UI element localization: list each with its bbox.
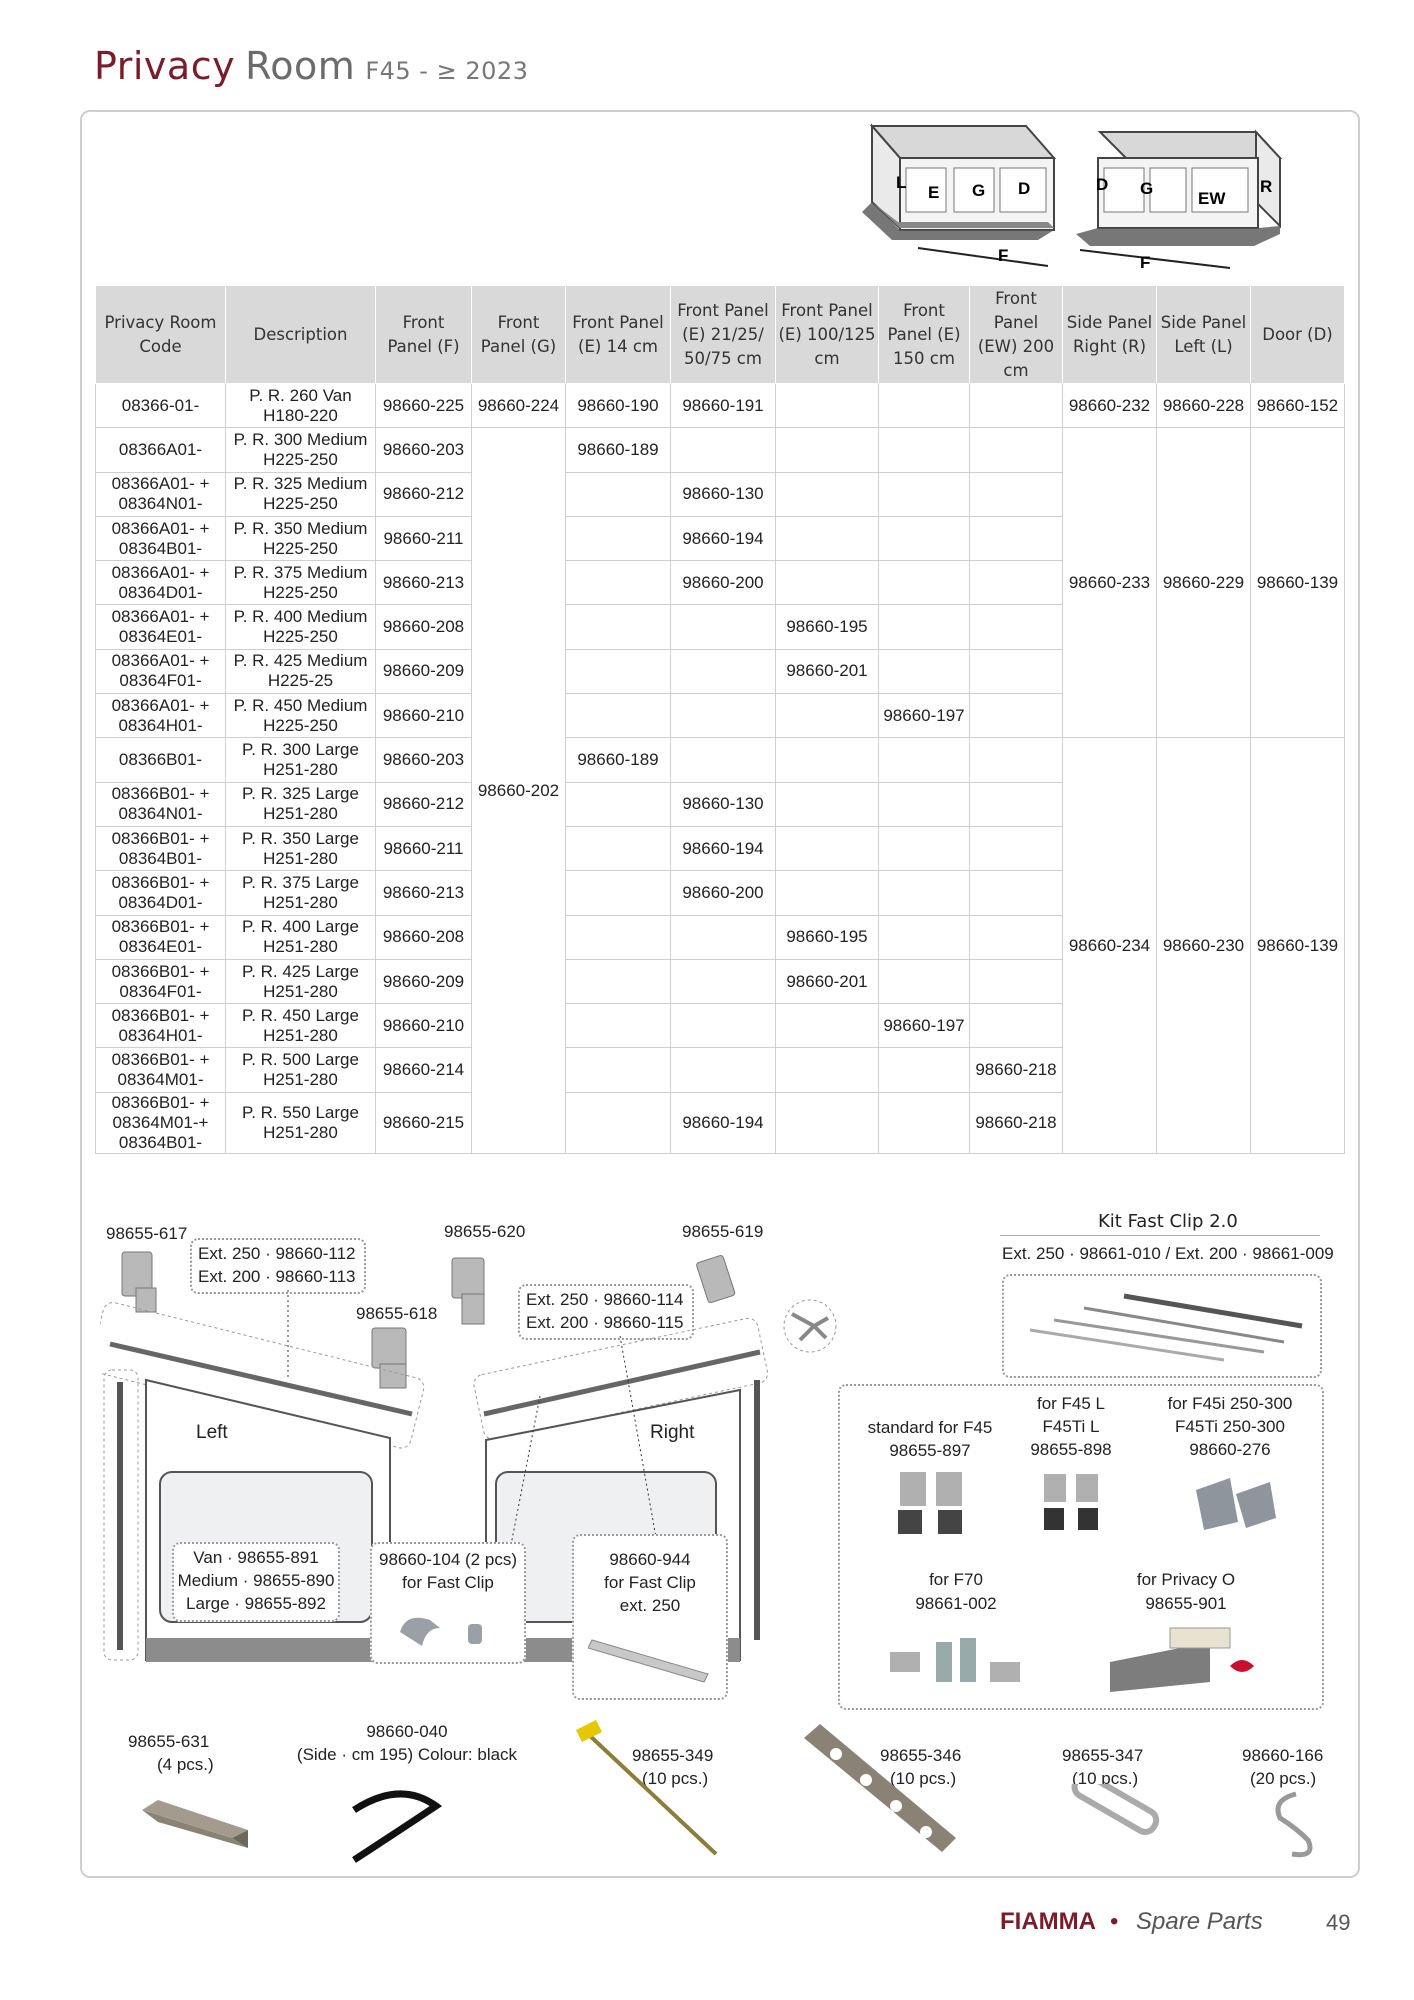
cell-code: 08366-01- xyxy=(96,384,226,428)
part-98655-618: 98655-618 xyxy=(356,1304,438,1323)
cell-front-f: 98660-211 xyxy=(376,826,472,870)
cell-front-ew xyxy=(970,428,1063,472)
footer-bullet: • xyxy=(1110,1908,1119,1935)
cell-front-e21 xyxy=(671,649,776,693)
cell-front-e14: 98660-189 xyxy=(566,738,671,782)
cell-front-e150 xyxy=(879,826,970,870)
ext-right-250: Ext. 250 · 98660-114 xyxy=(526,1290,684,1309)
fast-clip-rail-code: 98660-944 xyxy=(609,1550,691,1569)
cell-front-e150 xyxy=(879,1092,970,1153)
awning-diagram-left xyxy=(858,118,1068,268)
awning-l-D: D xyxy=(1018,179,1031,198)
part-98655-620: 98655-620 xyxy=(444,1222,526,1241)
cell-front-f: 98660-211 xyxy=(376,516,472,560)
pliers-icon xyxy=(770,1296,850,1356)
cell-front-e150 xyxy=(879,871,970,915)
f45i-code: 98660-276 xyxy=(1189,1440,1271,1459)
cell-front-ew: 98660-218 xyxy=(970,1048,1063,1092)
cell-front-e14: 98660-190 xyxy=(566,384,671,428)
zipper-icon xyxy=(340,1780,450,1870)
part-98660-166-qty: (20 pcs.) xyxy=(1250,1769,1317,1788)
part-98655-617: 98655-617 xyxy=(106,1224,188,1243)
fast-clip-for: for Fast Clip xyxy=(402,1573,494,1592)
cell-front-ew xyxy=(970,384,1063,428)
cell-code: 08366B01- + 08364M01- xyxy=(96,1048,226,1092)
awning-r-G: G xyxy=(1140,179,1154,198)
awning-l-F: F xyxy=(998,246,1009,265)
awning-l-E: E xyxy=(928,183,940,202)
cell-front-f: 98660-214 xyxy=(376,1048,472,1092)
cell-front-e14 xyxy=(566,1004,671,1048)
cell-front-e21: 98660-130 xyxy=(671,782,776,826)
cell-front-f: 98660-213 xyxy=(376,561,472,605)
cell-code: 08366A01- + 08364F01- xyxy=(96,649,226,693)
cell-front-e100: 98660-195 xyxy=(776,915,879,959)
fast-clip-code: 98660-104 (2 pcs) xyxy=(379,1550,517,1569)
cell-front-e100: 98660-195 xyxy=(776,605,879,649)
for-f70-code: 98661-002 xyxy=(915,1594,997,1613)
part-98655-631-qty: (4 pcs.) xyxy=(157,1755,214,1774)
f45l-code: 98655-898 xyxy=(1030,1440,1112,1459)
col-description: Description xyxy=(226,286,376,384)
cell-front-e14 xyxy=(566,472,671,516)
page-number: 49 xyxy=(1326,1910,1351,1935)
cell-front-e14 xyxy=(566,871,671,915)
rubber-strip-icon xyxy=(138,1790,258,1860)
cell-front-ew xyxy=(970,694,1063,738)
cell-front-e150 xyxy=(879,649,970,693)
tension-strap-icon xyxy=(796,1714,966,1864)
cell-front-e14: 98660-189 xyxy=(566,428,671,472)
cell-front-e14 xyxy=(566,1048,671,1092)
strap-ring-icon xyxy=(1064,1784,1164,1854)
fast-clip-rail-ext: ext. 250 xyxy=(619,1596,681,1615)
cell-description: P. R. 350 Large H251-280 xyxy=(226,826,376,870)
cell-front-e100 xyxy=(776,384,879,428)
cell-description: P. R. 425 Large H251-280 xyxy=(226,959,376,1003)
cell-front-f: 98660-209 xyxy=(376,959,472,1003)
cell-description: P. R. 300 Large H251-280 xyxy=(226,738,376,782)
cell-code: 08366A01- + 08364H01- xyxy=(96,694,226,738)
cell-front-e14 xyxy=(566,959,671,1003)
cell-front-f: 98660-210 xyxy=(376,1004,472,1048)
cell-front-e21: 98660-194 xyxy=(671,1092,776,1153)
brackets-box xyxy=(838,1384,1324,1710)
fast-clip-rail-box xyxy=(572,1534,728,1700)
col-side-left: Side Panel Left (L) xyxy=(1157,286,1251,384)
ext-left-250: Ext. 250 · 98660-112 xyxy=(198,1244,356,1263)
cell-front-e150 xyxy=(879,561,970,605)
clamp-617-icon xyxy=(122,1252,156,1312)
cell-front-e100 xyxy=(776,1004,879,1048)
cell-front-e150 xyxy=(879,915,970,959)
cell-front-f: 98660-209 xyxy=(376,649,472,693)
poles-van: Van · 98655-891 xyxy=(193,1548,319,1567)
part-98655-347-qty: (10 pcs.) xyxy=(1072,1769,1139,1788)
bracket-f45i-icon xyxy=(1190,1470,1290,1540)
cell-front-e150 xyxy=(879,472,970,516)
cell-side-left-large: 98660-230 xyxy=(1157,738,1251,1153)
cell-description: P. R. 425 Medium H225-25 xyxy=(226,649,376,693)
for-privacy-o-code: 98655-901 xyxy=(1145,1594,1227,1613)
kit-fast-clip-title: Kit Fast Clip 2.0 xyxy=(1098,1211,1238,1232)
cell-code: 08366B01- + 08364B01- xyxy=(96,826,226,870)
cell-door-large: 98660-139 xyxy=(1251,738,1345,1153)
cell-front-e100 xyxy=(776,694,879,738)
fast-clip-icon xyxy=(396,1606,506,1656)
awning-diagram-right xyxy=(1070,122,1290,272)
cell-front-ew xyxy=(970,561,1063,605)
cell-front-ew xyxy=(970,959,1063,1003)
table-row xyxy=(96,428,1345,472)
awning-l-G: G xyxy=(972,181,986,200)
cell-front-f: 98660-203 xyxy=(376,738,472,782)
f45i-1: for F45i 250-300 xyxy=(1167,1394,1293,1413)
cell-front-f: 98660-215 xyxy=(376,1092,472,1153)
rail-icon xyxy=(588,1626,714,1686)
clamp-620-icon xyxy=(452,1258,484,1324)
std-f45-code: 98655-897 xyxy=(889,1441,971,1460)
for-privacy-o: for Privacy O xyxy=(1136,1570,1236,1589)
cell-front-f: 98660-213 xyxy=(376,871,472,915)
cell-front-e14 xyxy=(566,694,671,738)
cell-code: 08366A01- xyxy=(96,428,226,472)
cell-front-e100 xyxy=(776,1092,879,1153)
part-98655-346-qty: (10 pcs.) xyxy=(890,1769,957,1788)
table-header-row xyxy=(96,286,1345,384)
cell-front-ew xyxy=(970,472,1063,516)
cell-front-e100 xyxy=(776,871,879,915)
poles-large: Large · 98655-892 xyxy=(186,1594,326,1613)
cell-side-left-medium: 98660-229 xyxy=(1157,428,1251,738)
footer-brand: FIAMMA xyxy=(1000,1908,1096,1935)
awning-r-F: F xyxy=(1140,253,1151,272)
cell-front-e150 xyxy=(879,959,970,1003)
title-privacy: Privacy xyxy=(94,44,236,88)
cell-front-e14 xyxy=(566,782,671,826)
cell-front-e21: 98660-191 xyxy=(671,384,776,428)
cell-door: 98660-152 xyxy=(1251,384,1345,428)
cell-front-e21 xyxy=(671,959,776,1003)
col-front-g: Front Panel (G) xyxy=(472,286,566,384)
kit-fast-clip-codes: Ext. 250 · 98661-010 / Ext. 200 · 98661-009 xyxy=(1002,1244,1334,1263)
f45l-2: F45Ti L xyxy=(1042,1417,1100,1436)
cell-front-e21: 98660-200 xyxy=(671,561,776,605)
cell-front-f: 98660-212 xyxy=(376,472,472,516)
clamp-618-icon xyxy=(372,1328,406,1388)
part-98660-166: 98660-166 xyxy=(1242,1746,1324,1765)
bracket-std-icon xyxy=(890,1466,990,1546)
cell-code: 08366B01- + 08364N01- xyxy=(96,782,226,826)
footer-section: Spare Parts xyxy=(1136,1908,1263,1935)
cell-front-e21 xyxy=(671,1004,776,1048)
cell-front-e150 xyxy=(879,428,970,472)
f45l-1: for F45 L xyxy=(1036,1394,1106,1413)
cell-side-left: 98660-228 xyxy=(1157,384,1251,428)
cell-front-ew xyxy=(970,782,1063,826)
ext-left-200: Ext. 200 · 98660-113 xyxy=(198,1267,356,1286)
cell-front-f: 98660-208 xyxy=(376,915,472,959)
col-front-f: Front Panel (F) xyxy=(376,286,472,384)
std-f45: standard for F45 xyxy=(867,1418,993,1437)
col-front-e14: Front Panel (E) 14 cm xyxy=(566,286,671,384)
cell-front-f: 98660-210 xyxy=(376,694,472,738)
cell-front-e21: 98660-130 xyxy=(671,472,776,516)
cell-side-right-large: 98660-234 xyxy=(1063,738,1157,1153)
cell-description: P. R. 400 Large H251-280 xyxy=(226,915,376,959)
cell-front-e21 xyxy=(671,605,776,649)
cell-front-e21: 98660-194 xyxy=(671,516,776,560)
poles-medium: Medium · 98655-890 xyxy=(177,1571,335,1590)
cell-front-e150 xyxy=(879,516,970,560)
cell-front-e14 xyxy=(566,1092,671,1153)
cell-front-ew xyxy=(970,871,1063,915)
page-title xyxy=(94,44,528,88)
cell-code: 08366A01- + 08364D01- xyxy=(96,561,226,605)
cell-front-e100 xyxy=(776,1048,879,1092)
fast-clip-box xyxy=(370,1542,526,1664)
for-f70: for F70 xyxy=(929,1570,983,1589)
s-hook-icon xyxy=(1256,1784,1336,1864)
part-98655-347: 98655-347 xyxy=(1062,1746,1144,1765)
cell-front-ew xyxy=(970,738,1063,782)
cell-front-e100 xyxy=(776,561,879,605)
cell-side-right-medium: 98660-233 xyxy=(1063,428,1157,738)
cell-front-f: 98660-225 xyxy=(376,384,472,428)
cell-front-e21 xyxy=(671,738,776,782)
cell-description: P. R. 375 Medium H225-250 xyxy=(226,561,376,605)
cell-front-e100: 98660-201 xyxy=(776,959,879,1003)
cell-front-e21: 98660-200 xyxy=(671,871,776,915)
cell-description: P. R. 350 Medium H225-250 xyxy=(226,516,376,560)
cell-description: P. R. 450 Large H251-280 xyxy=(226,1004,376,1048)
cell-code: 08366B01- + 08364E01- xyxy=(96,915,226,959)
cell-front-f: 98660-212 xyxy=(376,782,472,826)
cell-front-e21 xyxy=(671,428,776,472)
cell-front-e21 xyxy=(671,1048,776,1092)
cell-code: 08366B01- + 08364H01- xyxy=(96,1004,226,1048)
cell-front-ew xyxy=(970,1004,1063,1048)
part-98660-040-desc: (Side · cm 195) Colour: black xyxy=(296,1745,518,1764)
cell-front-e150 xyxy=(879,1048,970,1092)
col-code: Privacy Room Code xyxy=(96,286,226,384)
right-panel-label: Right xyxy=(650,1422,695,1443)
cell-front-e150 xyxy=(879,384,970,428)
awning-r-R: R xyxy=(1260,177,1273,196)
cell-description: P. R. 260 Van H180-220 xyxy=(226,384,376,428)
cell-code: 08366B01- + 08364M01-+ 08364B01- xyxy=(96,1092,226,1153)
f45i-2: F45Ti 250-300 xyxy=(1175,1417,1285,1436)
awning-l-L: L xyxy=(896,173,907,192)
cell-front-e21 xyxy=(671,915,776,959)
cell-description: P. R. 500 Large H251-280 xyxy=(226,1048,376,1092)
cell-front-e100 xyxy=(776,738,879,782)
col-side-right: Side Panel Right (R) xyxy=(1063,286,1157,384)
cell-front-ew: 98660-218 xyxy=(970,1092,1063,1153)
col-front-e21: Front Panel (E) 21/25/ 50/75 cm xyxy=(671,286,776,384)
left-panel-label: Left xyxy=(196,1422,228,1443)
cell-description: P. R. 550 Large H251-280 xyxy=(226,1092,376,1153)
cell-front-ew xyxy=(970,915,1063,959)
cell-front-e150 xyxy=(879,782,970,826)
cell-front-e14 xyxy=(566,649,671,693)
cell-front-ew xyxy=(970,516,1063,560)
cell-front-e100 xyxy=(776,472,879,516)
part-98655-619: 98655-619 xyxy=(682,1222,764,1241)
kit-divider xyxy=(1000,1235,1320,1236)
cell-description: P. R. 300 Medium H225-250 xyxy=(226,428,376,472)
cell-front-f: 98660-208 xyxy=(376,605,472,649)
cell-front-f: 98660-203 xyxy=(376,428,472,472)
kit-fast-clip-box xyxy=(1002,1274,1322,1378)
cell-front-e14 xyxy=(566,826,671,870)
cell-front-e100 xyxy=(776,826,879,870)
table-row xyxy=(96,738,1345,782)
peg-icon xyxy=(566,1714,726,1864)
cell-front-e14 xyxy=(566,605,671,649)
cell-code: 08366B01- xyxy=(96,738,226,782)
cell-front-e150: 98660-197 xyxy=(879,1004,970,1048)
col-front-e100: Front Panel (E) 100/125 cm xyxy=(776,286,879,384)
cell-front-e150: 98660-197 xyxy=(879,694,970,738)
part-98655-349-qty: (10 pcs.) xyxy=(642,1769,709,1788)
clamp-619-icon xyxy=(696,1255,736,1304)
cell-door-medium: 98660-139 xyxy=(1251,428,1345,738)
bracket-f70-icon xyxy=(880,1622,1050,1702)
part-98655-631: 98655-631 xyxy=(128,1732,210,1751)
cell-front-g-merged: 98660-202 xyxy=(472,428,566,1153)
cell-description: P. R. 400 Medium H225-250 xyxy=(226,605,376,649)
part-98660-040: 98660-040 xyxy=(366,1722,448,1741)
cell-front-e150 xyxy=(879,738,970,782)
cell-front-e100 xyxy=(776,782,879,826)
cell-code: 08366B01- + 08364F01- xyxy=(96,959,226,1003)
title-model: F45 - ≥ 2023 xyxy=(365,57,529,85)
cell-description: P. R. 325 Large H251-280 xyxy=(226,782,376,826)
cell-front-ew xyxy=(970,605,1063,649)
table-row xyxy=(96,384,1345,428)
cell-front-g: 98660-224 xyxy=(472,384,566,428)
cell-code: 08366A01- + 08364E01- xyxy=(96,605,226,649)
cell-front-e14 xyxy=(566,915,671,959)
cell-front-ew xyxy=(970,649,1063,693)
title-room: Room xyxy=(245,44,356,88)
poles-box xyxy=(172,1542,340,1622)
cell-code: 08366B01- + 08364D01- xyxy=(96,871,226,915)
kit-rails-icon xyxy=(1024,1286,1304,1366)
cell-front-ew xyxy=(970,826,1063,870)
cell-front-e100: 98660-201 xyxy=(776,649,879,693)
parts-table xyxy=(95,285,1345,1154)
cell-description: P. R. 325 Medium H225-250 xyxy=(226,472,376,516)
table-body xyxy=(96,384,1345,1154)
cell-description: P. R. 375 Large H251-280 xyxy=(226,871,376,915)
fast-clip-rail-for: for Fast Clip xyxy=(604,1573,696,1592)
cell-side-right: 98660-232 xyxy=(1063,384,1157,428)
ext-right-200: Ext. 200 · 98660-115 xyxy=(526,1313,684,1332)
cell-description: P. R. 450 Medium H225-250 xyxy=(226,694,376,738)
cell-front-e100 xyxy=(776,516,879,560)
bracket-privacy-o-icon xyxy=(1100,1622,1300,1702)
awning-r-D: D xyxy=(1096,175,1109,194)
cell-code: 08366A01- + 08364B01- xyxy=(96,516,226,560)
part-98655-346: 98655-346 xyxy=(880,1746,962,1765)
bracket-f45l-icon xyxy=(1036,1470,1116,1540)
col-door: Door (D) xyxy=(1251,286,1345,384)
cell-front-e100 xyxy=(776,428,879,472)
cell-code: 08366A01- + 08364N01- xyxy=(96,472,226,516)
cell-front-e14 xyxy=(566,561,671,605)
col-front-e150: Front Panel (E) 150 cm xyxy=(879,286,970,384)
cell-front-e14 xyxy=(566,516,671,560)
cell-front-e21: 98660-194 xyxy=(671,826,776,870)
part-98655-349: 98655-349 xyxy=(632,1746,714,1765)
cell-front-e21 xyxy=(671,694,776,738)
col-front-ew: Front Panel (EW) 200 cm xyxy=(970,286,1063,384)
cell-front-e150 xyxy=(879,605,970,649)
awning-r-EW: EW xyxy=(1198,189,1226,208)
